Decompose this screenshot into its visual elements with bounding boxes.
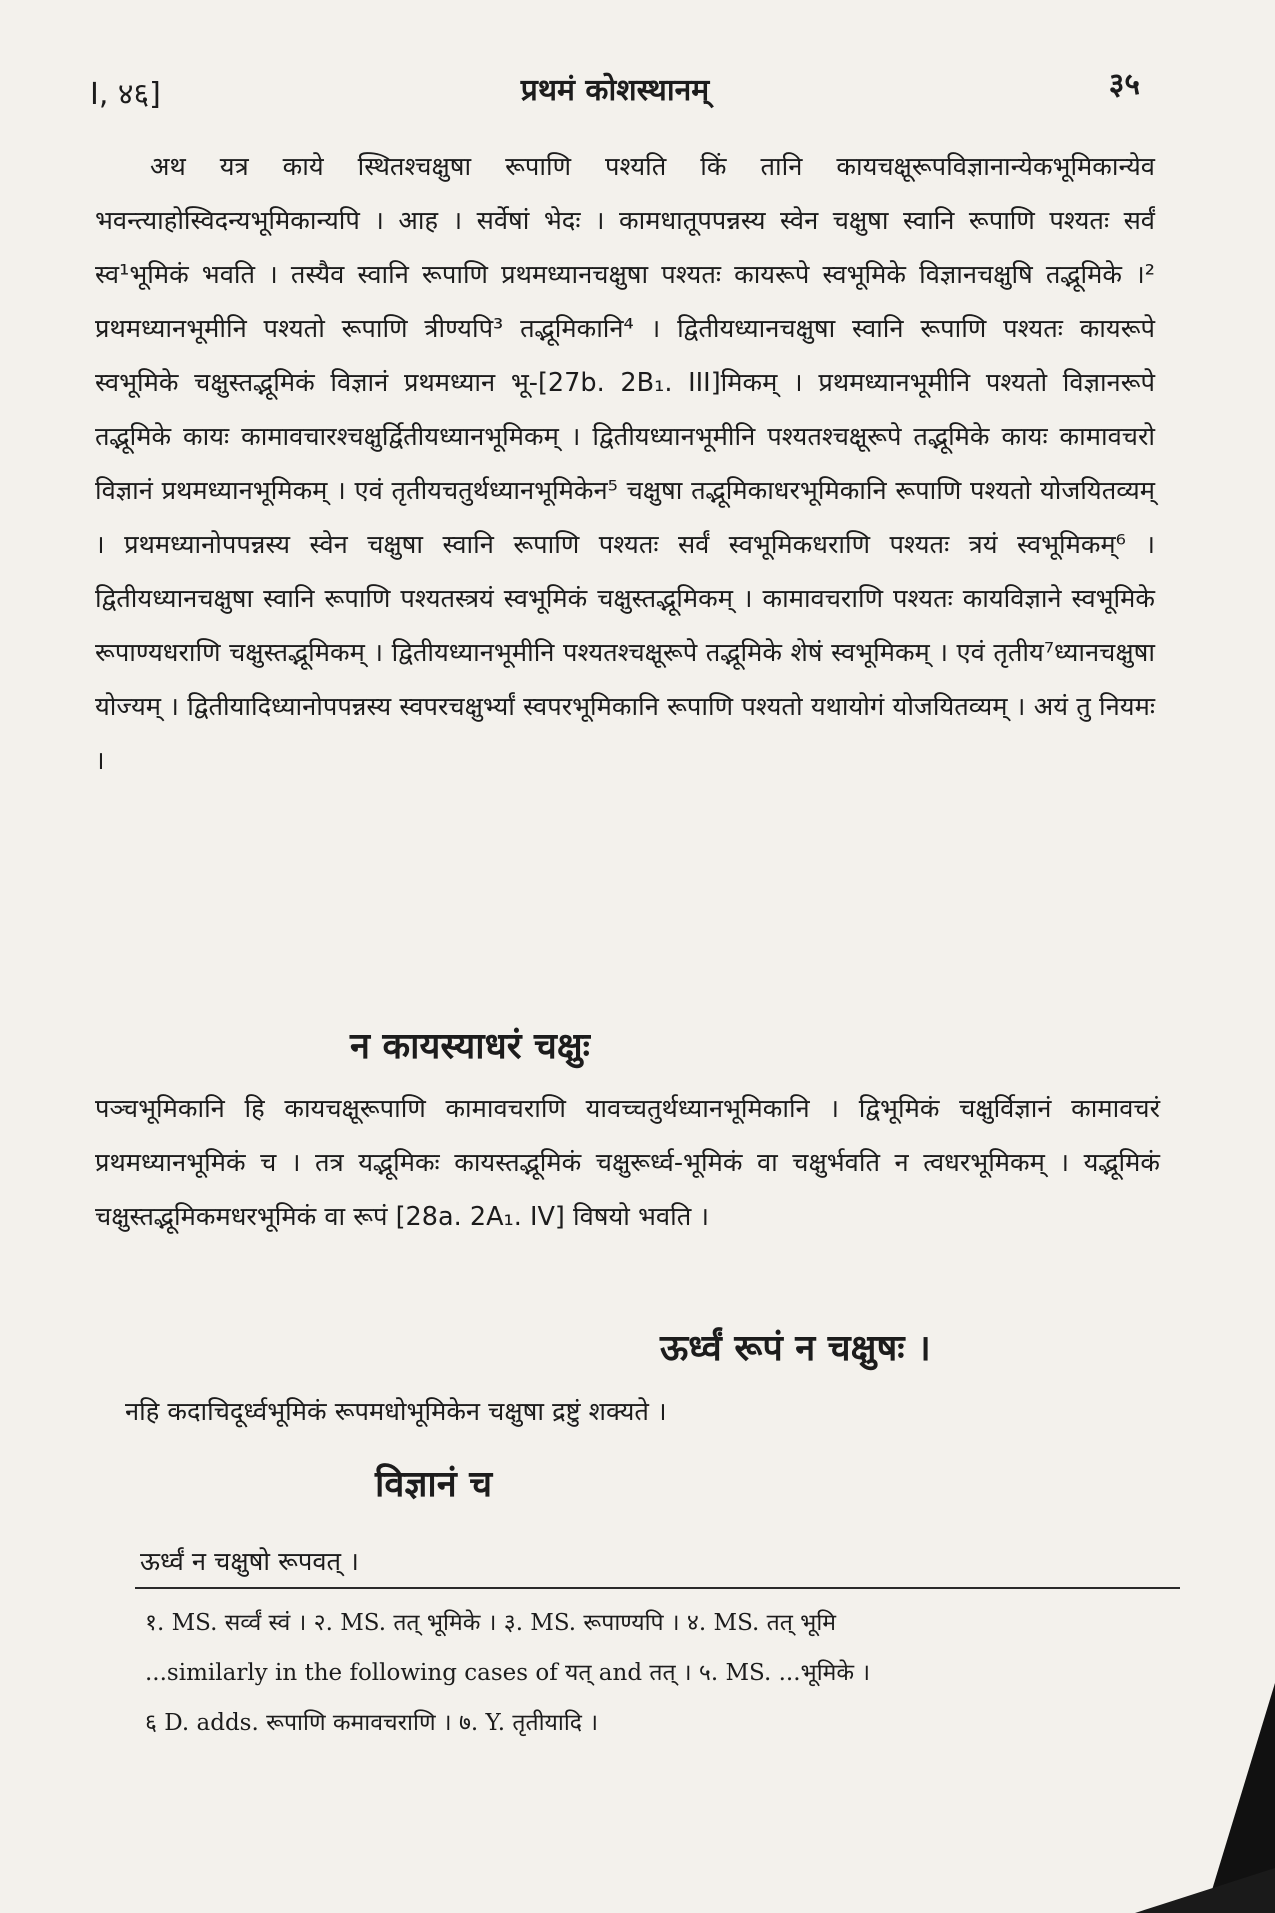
verse-line: ऊर्ध्वं रूपं न चक्षुषः । <box>660 1328 931 1369</box>
footnote-line: ...similarly in the following cases of यत् and तत् । ५. MS. ...भूमिके । <box>145 1660 871 1686</box>
verse-line: विज्ञानं च <box>375 1464 493 1505</box>
scan-corner-shadow <box>1135 1868 1275 1913</box>
running-title: प्रथमं कोशस्थानम् <box>520 73 710 108</box>
section-reference: I, ४६] <box>90 77 161 112</box>
footnote-line: १. MS. सर्व्वं स्वं । २. MS. तत् भूमिके । ३. MS. रूपाण्यपि । ४. MS. तत् भूमि <box>145 1610 837 1636</box>
main-commentary <box>95 140 1155 788</box>
verse-line: न कायस्याधरं चक्षुः <box>350 1026 590 1067</box>
commentary-paragraph: नहि कदाचिदूर्ध्वभूमिकं रूपमधोभूमिकेन चक्षुषा द्रष्टुं शक्यते । <box>125 1397 667 1427</box>
commentary-paragraph: अथ यत्र काये स्थितश्चक्षुषा रूपाणि पश्यति किं तानि कायचक्षूरूपविज्ञानान्येकभूमिकान्येव भवन्त्याहोस्विदन्यभूमिकान्यपि । आह । सर्वेषां भेदः । कामधातूपपन्नस्य स्वेन चक्षुषा स्वानि रूपाणि पश्यतः सर्वं स्व¹भूमिकं भवति । तस्यैव स्वानि रूपाणि प्रथमध्यानचक्षुषा पश्यतः कायरूपे स्वभूमिके विज्ञानचक्षुषि तद्भूमिके ।² प्रथमध्यानभूमीनि पश्यतो रूपाणि त्रीण्यपि³ तद्भूमिकानि⁴ । द्वितीयध्यानचक्षुषा स्वानि रूपाणि पश्यतः कायरूपे स्वभूमिके चक्षुस्तद्भूमिकं विज्ञानं प्रथमध्यान भू-[27b. 2B₁. III]मिकम् । प्रथमध्यानभूमीनि पश्यतो विज्ञानरूपे तद्भूमिके कायः कामावचारश्चक्षुर्द्वितीयध्यानभूमिकम् । द्वितीयध्यानभूमीनि पश्यतश्चक्षूरूपे तद्भूमिके कायः कामावचरो विज्ञानं प्रथमध्यानभूमिकम् । एवं तृतीयचतुर्थध्यानभूमिकेन⁵ चक्षुषा तद्भूमिकाधरभूमिकानि रूपाणि पश्यतो योजयितव्यम् । प्रथमध्यानोपपन्नस्य स्वेन चक्षुषा स्वानि रूपाणि पश्यतः सर्वं स्वभूमिकधराणि पश्यतः त्रयं स्वभूमिकम्⁶ । द्वितीयध्यानचक्षुषा स्वानि रूपाणि पश्यतस्त्रयं स्वभूमिकं चक्षुस्तद्भूमिकम् । कामावचराणि पश्यतः कायविज्ञाने स्वभूमिके रूपाण्यधराणि चक्षुस्तद्भूमिकम् । द्वितीयध्यानभूमीनि पश्यतश्चक्षूरूपे तद्भूमिके शेषं स्वभूमिकम् । एवं तृतीय⁷ध्यानचक्षुषा योज्यम् । द्वितीयादिध्यानोपपन्नस्य स्वपरचक्षुर्भ्यां स्वपरभूमिकानि रूपाणि पश्यतो यथायोगं योजयितव्यम् । अयं तु नियमः । <box>95 152 1155 776</box>
footnote-line: ६ D. adds. रूपाणि कमावचराणि । ७. Y. तृतीयादि । <box>145 1710 599 1736</box>
commentary-paragraph: ऊर्ध्वं न चक्षुषो रूपवत् । <box>140 1547 359 1577</box>
commentary-paragraph: पञ्चभूमिकानि हि कायचक्षूरूपाणि कामावचराणि यावच्चतुर्थध्यानभूमिकानि । द्विभूमिकं चक्षुर्विज्ञानं कामावचरं प्रथमध्यानभूमिकं च । तत्र यद्भूमिकः कायस्तद्भूमिकं चक्षुरूर्ध्व-भूमिकं वा चक्षुर्भवति न त्वधरभूमिकम् । यद्भूमिकं चक्षुस्तद्भूमिकमधरभूमिकं वा रूपं [28a. 2A₁. IV] विषयो भवति । <box>95 1094 1160 1232</box>
footnotes <box>145 1598 1185 1748</box>
page-header <box>90 62 1140 122</box>
page-number: ३५ <box>1108 67 1140 102</box>
footnote-divider <box>135 1587 1180 1589</box>
